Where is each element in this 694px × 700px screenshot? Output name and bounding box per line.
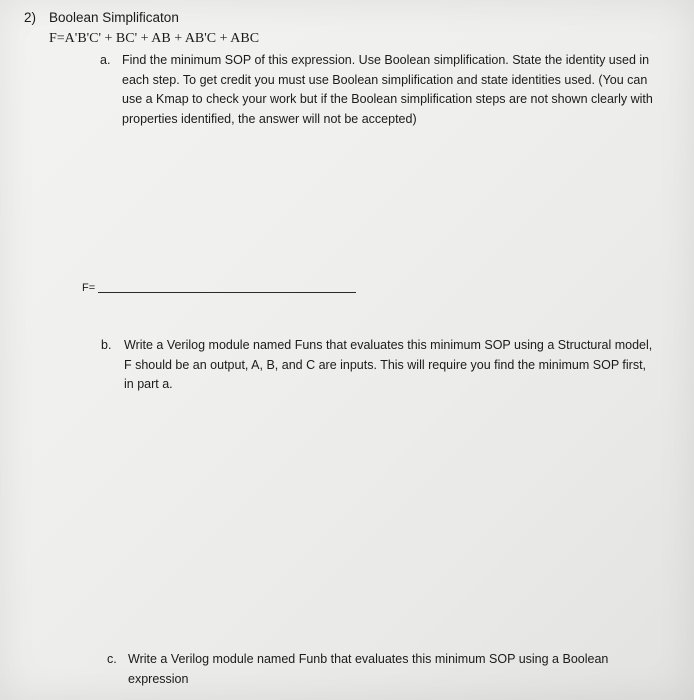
part-a-instructions: Find the minimum SOP of this expression. Use Boolean simplification. State the identity used in each step. To get credit you must use Boolean simplification and state identities used. (You can use a Kmap to check your work but if the Boolean simplification steps are not shown clearly with properties identified, the answer will not be accepted): [122, 53, 653, 126]
part-b-instructions: Write a Verilog module named Funs that evaluates this minimum SOP using a Structural model, F should be an output, A, B, and C are inputs. This will require you find the minimum SOP first, in part a.: [124, 338, 653, 392]
part-b-label: b.: [101, 338, 112, 352]
part-c-label: c.: [107, 652, 117, 666]
part-c-instructions: Write a Verilog module named Funb that evaluates this minimum SOP using a Boolean expression: [128, 652, 609, 686]
answer-label: F=: [82, 282, 96, 294]
part-a-label: a.: [100, 53, 111, 67]
boolean-expression: F=A'B'C' + BC' + AB + AB'C + ABC: [49, 31, 260, 46]
question-number: 2): [24, 10, 37, 25]
answer-blank-line: [98, 292, 356, 293]
question-title: Boolean Simplificaton: [49, 10, 179, 25]
